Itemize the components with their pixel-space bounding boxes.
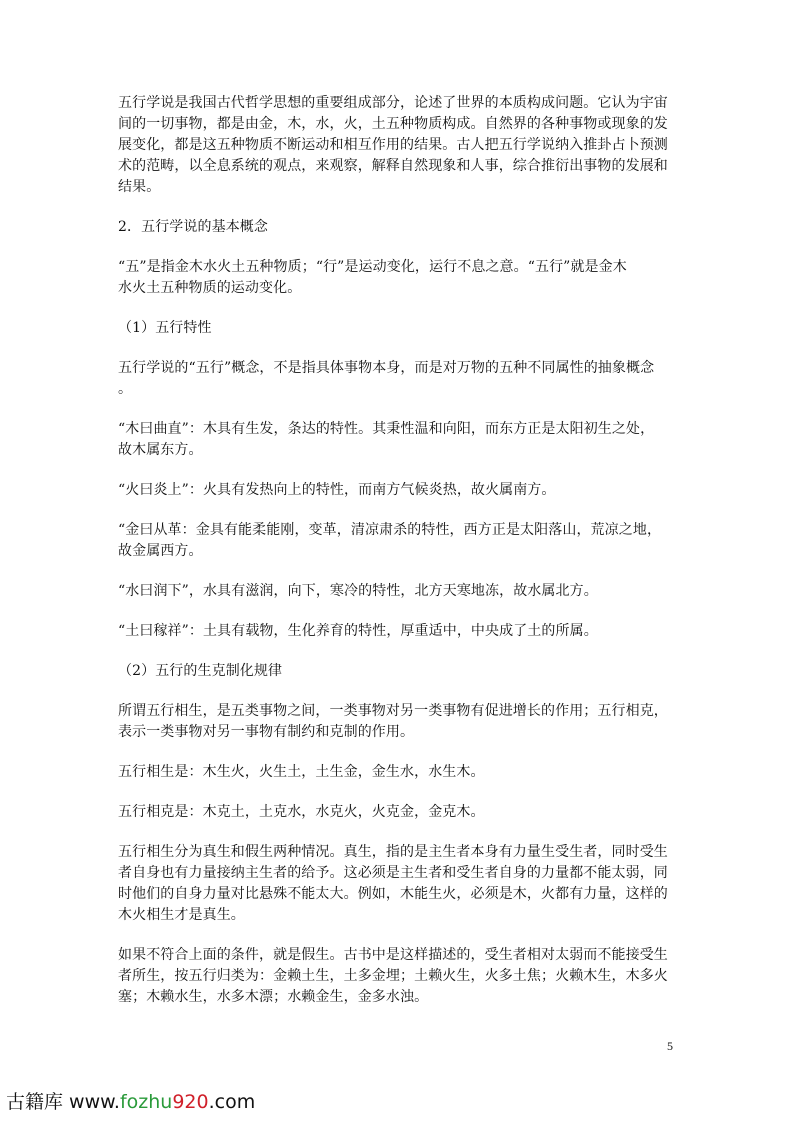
paragraph	[118, 945, 678, 1008]
text-line: 五行相克是：木克土，土克水，水克火，火克金，金克木。	[118, 804, 485, 820]
text-line: “木曰曲直”：木具有生发，条达的特性。其秉性温和向阳，而东方正是太阳初生之处，	[118, 421, 655, 437]
paragraph	[118, 480, 678, 501]
text-line: 五行相生分为真生和假生两种情况。真生，指的是主生者本身有力量生受生者，同时受生	[118, 844, 668, 860]
text-line: （2）五行的生克制化规律	[118, 663, 283, 679]
text-line: “五”是指金木水火土五种物质；“行”是运动变化，运行不息之意。“五行”就是金木	[118, 259, 627, 275]
text-line: 五行学说的“五行”概念，不是指具体事物本身，而是对万物的五种不同属性的抽象概念	[118, 360, 655, 376]
watermark-suffix: .com	[208, 1091, 256, 1113]
text-line: “金曰从革：金具有能柔能刚，变革，清凉肃杀的特性，西方正是太阳落山，荒凉之地，	[118, 522, 662, 538]
text-line: 五行相生是：木生火，火生土，土生金，金生水，水生木。	[118, 764, 485, 780]
text-line: 2．五行学说的基本概念	[118, 219, 269, 235]
paragraph	[118, 621, 678, 642]
paragraph	[118, 701, 678, 743]
document-body	[118, 93, 678, 1027]
section-heading	[118, 217, 678, 238]
text-line: “火曰炎上”：火具有发热向上的特性，而南方气候炎热，故火属南方。	[118, 482, 556, 498]
watermark-logo	[6, 1087, 255, 1114]
text-line: 故木属东方。	[118, 442, 203, 458]
text-line: 五行学说是我国古代哲学思想的重要组成部分，论述了世界的本质构成问题。它认为宇宙	[118, 95, 668, 111]
text-line: 塞；木赖水生，水多木漂；水赖金生，金多水浊。	[118, 989, 429, 1005]
text-line: 表示一类事物对另一事物有制约和克制的作用。	[118, 724, 415, 740]
watermark-prefix: 古籍库 www.	[6, 1091, 120, 1113]
paragraph	[118, 520, 678, 562]
text-line: 展变化，都是这五种物质不断运动和相互作用的结果。古人把五行学说纳入推卦占卜预测	[118, 137, 668, 153]
text-line: 故金属西方。	[118, 543, 203, 559]
text-line: 者自身也有力量接纳主生者的给予。这必须是主生者和受生者自身的力量都不能太弱，同	[118, 865, 668, 881]
paragraph	[118, 842, 678, 926]
text-line: 木火相生才是真生。	[118, 907, 245, 923]
section-heading	[118, 661, 678, 682]
paragraph	[118, 419, 678, 461]
text-line: 如果不符合上面的条件，就是假生。古书中是这样描述的，受生者相对太弱而不能接受生	[118, 947, 668, 963]
section-heading	[118, 318, 678, 339]
watermark-red: 920	[172, 1091, 209, 1113]
watermark-green: fozhu	[119, 1091, 173, 1113]
text-line: “土曰稼祥”：土具有载物，生化养育的特性，厚重适中，中央成了土的所属。	[118, 623, 598, 639]
text-line: “水曰润下”，水具有滋润，向下，寒冷的特性，北方天寒地冻，故水属北方。	[118, 583, 598, 599]
paragraph	[118, 762, 678, 783]
text-line: 术的范畴，以全息系统的观点，来观察，解释自然现象和人事，综合推衍出事物的发展和	[118, 158, 668, 174]
text-line: 结果。	[118, 179, 161, 195]
paragraph	[118, 581, 678, 602]
page-number: 5	[667, 1039, 673, 1053]
paragraph	[118, 358, 678, 400]
text-line: 。	[118, 381, 133, 397]
text-line: 者所生，按五行归类为：金赖土生，土多金埋；土赖火生，火多土焦；火赖木生，木多火	[118, 968, 668, 984]
text-line: 时他们的自身力量对比悬殊不能太大。例如，木能生火，必须是木，火都有力量，这样的	[118, 886, 668, 902]
paragraph	[118, 93, 678, 198]
text-line: 间的一切事物，都是由金，木，水，火，土五种物质构成。自然界的各种事物或现象的发	[118, 116, 668, 132]
paragraph	[118, 802, 678, 823]
text-line: 水火土五种物质的运动变化。	[118, 280, 302, 296]
text-line: （1）五行特性	[118, 320, 212, 336]
paragraph	[118, 257, 678, 299]
text-line: 所谓五行相生，是五类事物之间，一类事物对另一类事物有促进增长的作用；五行相克，	[118, 703, 668, 719]
